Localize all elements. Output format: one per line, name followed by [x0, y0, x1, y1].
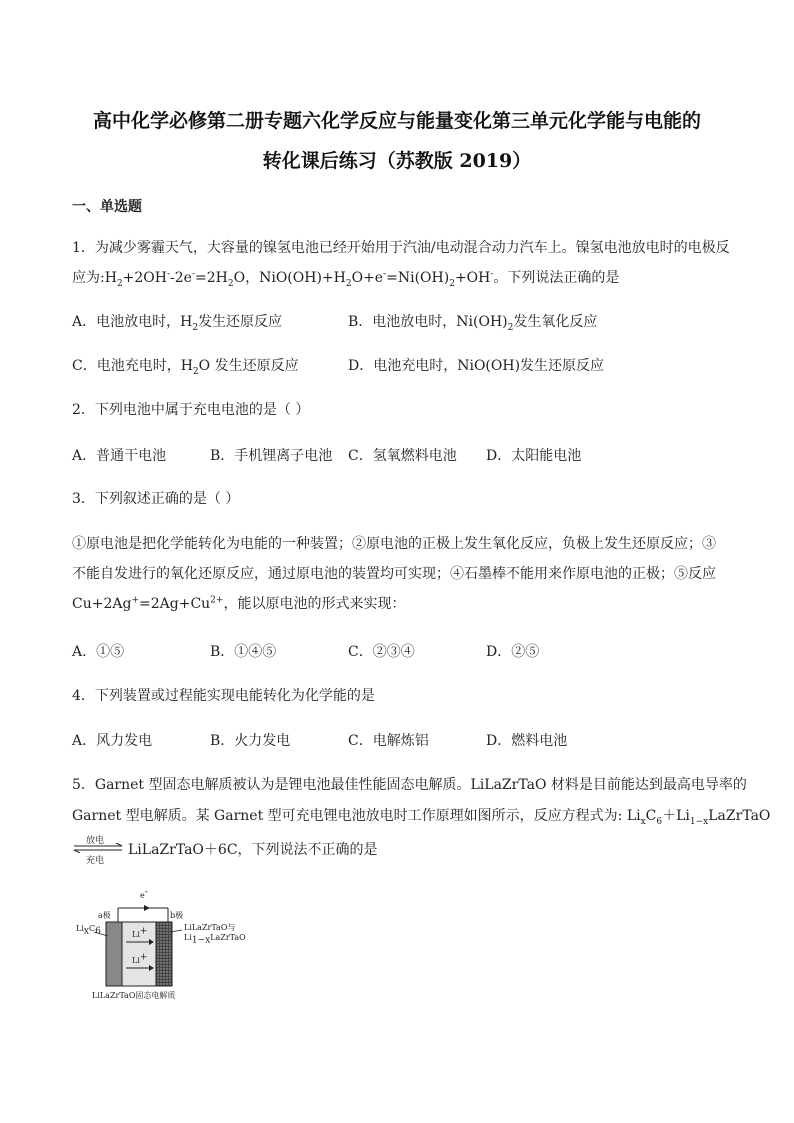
- diagram-electrolyte-label: LiLaZrTaO固态电解质: [92, 991, 176, 1000]
- q1-option-a: A．电池放电时，$H_2$发生还原反应: [72, 314, 283, 333]
- q5-stem-line1: 5．Garnet 型固态电解质被认为是锂电池最佳性能固态电解质。LiLaZrTaO 材料是目前能达到最高电导率的: [72, 777, 747, 793]
- q2-option-a: A．普通干电池: [72, 448, 167, 464]
- diagram-electron-label: e-: [140, 887, 148, 900]
- q5-stem-line3: LiLaZrTaO＋6C，下列说法不正确的是: [128, 842, 378, 858]
- q2-option-d: D．太阳能电池: [486, 448, 582, 464]
- q3-option-c: C．②③④: [348, 644, 415, 660]
- q2-stem: 2．下列电池中属于充电电池的是（ ）: [72, 402, 310, 418]
- double-arrow-icon: [72, 843, 124, 853]
- q3-statement-line3: $Cu+2Ag^+=2Ag+Cu^{2+}$，能以原电池的形式来实现：: [72, 595, 406, 612]
- diagram-b-pole-label: b极: [170, 911, 184, 920]
- arrow-label-charge: 充电: [86, 856, 105, 866]
- q2-option-b: B．手机锂离子电池: [210, 448, 333, 464]
- q4-stem: 4．下列装置或过程能实现电能转化为化学能的是: [72, 688, 375, 704]
- diagram-a-pole-label: a极: [98, 911, 111, 920]
- section-heading: 一、单选题: [72, 199, 142, 215]
- q4-option-d: D．燃料电池: [486, 733, 568, 749]
- q1-stem-line2: 应为$:H_2+2OH^--2e^-=2H_2O$，$NiO(OH)+H_2O+e^-=Ni(OH)_2+OH^-$。下列说法正确的是: [72, 269, 620, 289]
- diagram-ion-label-2: Li+: [132, 952, 148, 965]
- q1-option-c: C．电池充电时，$H_2O$ 发生还原反应: [72, 358, 299, 377]
- q4-option-a: A．风力发电: [72, 733, 153, 749]
- q1-stem-line1: 1．为减少雾霾天气，大容量的镍氢电池已经开始用于汽油/电动混合动力汽车上。镍氢电池放电时的电极反: [72, 240, 730, 256]
- q3-stem: 3．下列叙述正确的是（ ）: [72, 491, 240, 507]
- document-title-line1: 高中化学必修第二册专题六化学反应与能量变化第三单元化学能与电能的: [92, 110, 701, 132]
- q5-stem-line2: Garnet 型电解质。某 Garnet 型可充电锂电池放电时工作原理如图所示，反应方程式为: $Li_xC_6+Li_{1-x}LaZrTaO$: [72, 808, 771, 827]
- diagram-ion-label-1: Li+: [132, 926, 148, 939]
- diagram-left-material-label: $Li_xC_6$: [76, 924, 101, 937]
- q3-option-a: A．①⑤: [72, 644, 125, 660]
- diagram-right-material-label-2: $Li_{1-x}LaZrTaO$: [184, 933, 246, 946]
- document-title-line2: 转化课后练习（苏教版 2019）: [262, 150, 532, 172]
- arrow-label-discharge: 放电: [86, 836, 105, 846]
- reversible-reaction-arrow: [72, 833, 124, 866]
- q3-option-b: B．①④⑤: [210, 644, 277, 660]
- q2-option-c: C．氢氧燃料电池: [348, 448, 457, 464]
- q3-statement-line1: ①原电池是把化学能转化为电能的一种装置；②原电池的正极上发生氧化反应，负极上发生还原反应；③: [72, 536, 716, 552]
- q1-option-d: D．电池充电时，NiO(OH)发生还原反应: [348, 358, 605, 374]
- battery-diagram: [70, 887, 270, 1010]
- q4-option-c: C．电解炼铝: [348, 733, 429, 749]
- q3-option-d: D．②⑤: [486, 644, 540, 660]
- q3-statement-line2: 不能自发进行的氧化还原反应，通过原电池的装置均可实现；④石墨棒不能用来作原电池的正极；⑤反应: [72, 566, 716, 582]
- diagram-right-material-label-1: LiLaZrTaO与: [184, 923, 236, 932]
- q4-option-b: B．火力发电: [210, 733, 291, 749]
- q1-option-b: B．电池放电时，$Ni(OH)_2$发生氧化反应: [348, 314, 598, 333]
